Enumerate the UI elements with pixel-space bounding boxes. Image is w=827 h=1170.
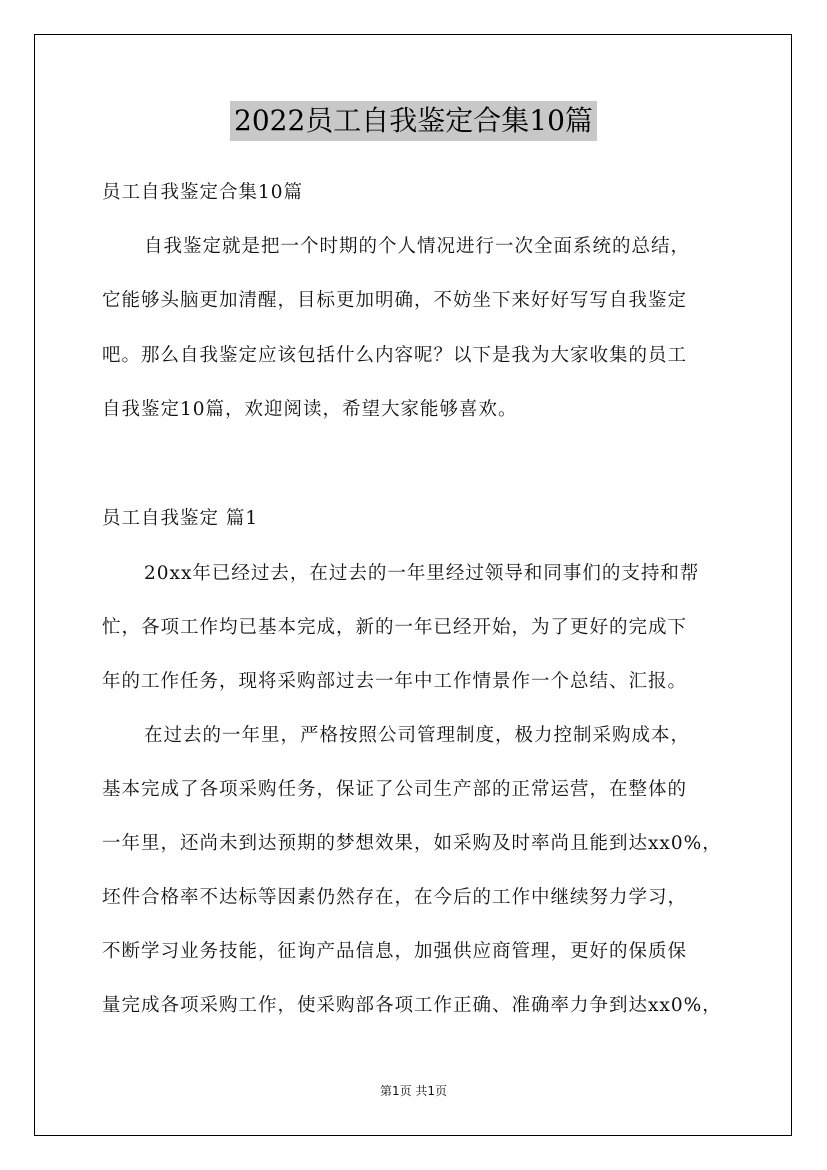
paragraph-line: 一年里，还尚未到达预期的梦想效果，如采购及时率尚且能到达xx0%，	[102, 833, 722, 854]
page-footer: 第1页 共1页	[379, 1084, 448, 1098]
intro-line: 吧。那么自我鉴定应该包括什么内容呢？以下是我为大家收集的员工	[102, 345, 688, 366]
intro-line: 自我鉴定就是把一个时期的个人情况进行一次全面系统的总结，	[144, 236, 691, 257]
paragraph-line: 坯件合格率不达标等因素仍然存在，在今后的工作中继续努力学习，	[102, 887, 688, 908]
document-title: 2022员工自我鉴定合集10篇	[230, 101, 597, 141]
paragraph-line: 忙，各项工作均已基本完成，新的一年已经开始，为了更好的完成下	[102, 617, 688, 638]
intro-line: 自我鉴定10篇，欢迎阅读，希望大家能够喜欢。	[102, 399, 518, 420]
paragraph-line: 量完成各项采购工作，使采购部各项工作正确、准确率力争到达xx0%，	[102, 995, 722, 1016]
paragraph-line: 不断学习业务技能，征询产品信息，加强供应商管理，更好的保质保	[102, 941, 688, 962]
paragraph-line: 20xx年已经过去，在过去的一年里经过领导和同事们的支持和帮	[144, 563, 700, 584]
title-container	[0, 101, 827, 141]
document-subtitle: 员工自我鉴定合集10篇	[102, 182, 304, 203]
paragraph-line: 基本完成了各项采购任务，保证了公司生产部的正常运营，在整体的	[102, 779, 688, 800]
intro-line: 它能够头脑更加清醒，目标更加明确，不妨坐下来好好写写自我鉴定	[102, 290, 688, 311]
section-heading: 员工自我鉴定 篇1	[102, 508, 259, 529]
paragraph-line: 在过去的一年里，严格按照公司管理制度，极力控制采购成本，	[144, 725, 691, 746]
paragraph-line: 年的工作任务，现将采购部过去一年中工作情景作一个总结、汇报。	[102, 671, 688, 692]
